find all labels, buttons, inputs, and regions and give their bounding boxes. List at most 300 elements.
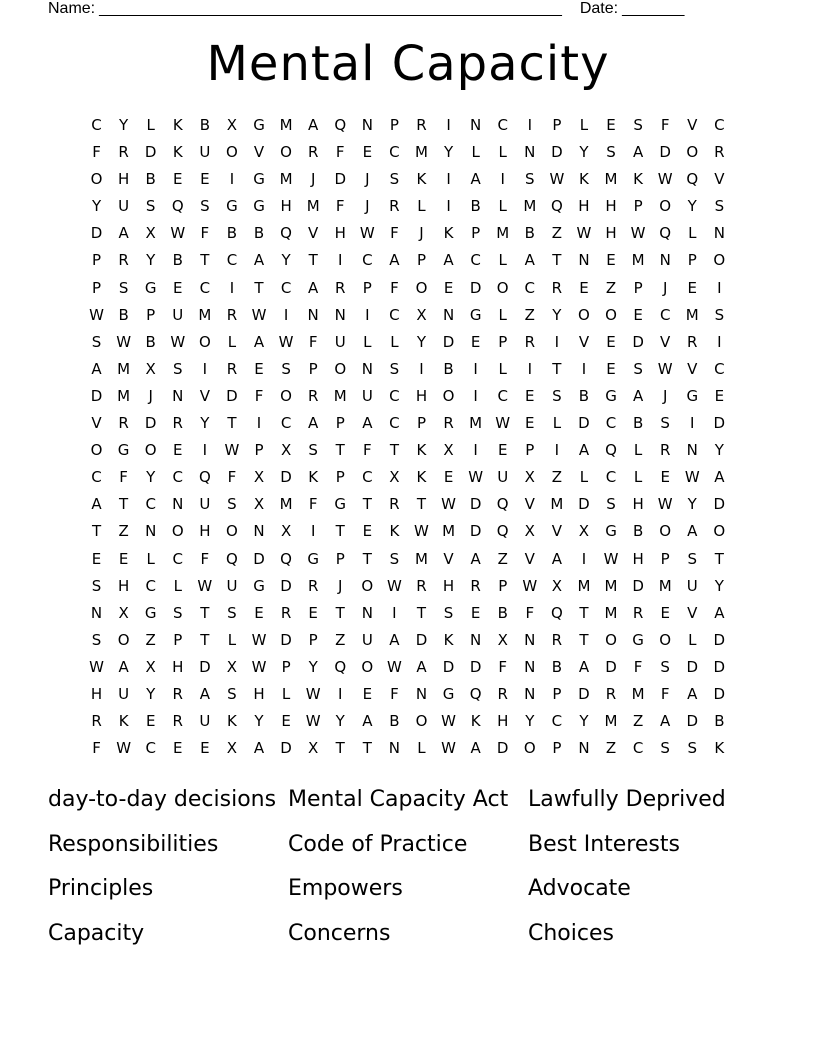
grid-letter: W — [170, 224, 186, 243]
grid-letter: V — [308, 224, 319, 243]
grid-row — [83, 383, 733, 410]
grid-letter: E — [470, 332, 481, 351]
grid-letter: T — [416, 603, 427, 622]
grid-row — [83, 735, 733, 762]
grid-letter: N — [253, 522, 265, 541]
grid-letter: W — [89, 657, 104, 676]
grid-letter: M — [117, 359, 131, 378]
grid-letter: D — [144, 414, 157, 433]
grid-letter: N — [90, 603, 103, 622]
grid-letter: Y — [579, 143, 589, 162]
grid-letter: R — [389, 495, 400, 514]
grid-letter: O — [280, 143, 292, 162]
grid-letter: L — [579, 468, 589, 487]
grid-letter: O — [605, 630, 617, 649]
grid-letter: T — [579, 630, 589, 649]
grid-row — [83, 329, 733, 356]
grid-letter: N — [145, 522, 157, 541]
grid-letter: A — [308, 116, 319, 134]
grid-letter: E — [470, 603, 481, 622]
grid-letter: D — [713, 414, 726, 433]
grid-letter: V — [714, 170, 725, 189]
grid-letter: D — [334, 170, 347, 189]
grid-letter: F — [92, 143, 101, 162]
word-list-item: Advocate — [528, 876, 631, 902]
grid-letter: X — [443, 441, 454, 460]
grid-letter: S — [91, 332, 102, 351]
grid-letter: S — [91, 630, 102, 649]
grid-letter: U — [226, 576, 238, 595]
grid-letter: P — [335, 414, 345, 433]
grid-letter: T — [335, 603, 345, 622]
grid-letter: D — [144, 143, 157, 162]
grid-letter: U — [361, 386, 373, 405]
grid-letter: S — [118, 278, 129, 297]
grid-letter: Y — [281, 251, 291, 270]
grid-letter: U — [118, 197, 130, 216]
grid-letter: J — [662, 386, 668, 405]
grid-letter: J — [338, 576, 343, 595]
grid-letter: A — [389, 251, 400, 270]
grid-letter: P — [552, 684, 562, 703]
grid-letter: Z — [524, 305, 535, 324]
grid-letter: I — [717, 278, 722, 297]
grid-letter: I — [338, 251, 343, 270]
grid-letter: S — [281, 359, 291, 378]
grid-letter: W — [468, 468, 484, 487]
grid-letter: H — [632, 549, 644, 568]
grid-letter: D — [469, 522, 482, 541]
grid-row — [83, 112, 733, 139]
grid-letter: C — [145, 576, 156, 595]
grid-letter: T — [552, 359, 562, 378]
grid-letter: M — [496, 224, 510, 243]
grid-letter: M — [198, 305, 212, 324]
grid-letter: L — [498, 305, 507, 324]
grid-letter: Y — [525, 712, 535, 731]
page-title: Mental Capacity — [206, 36, 610, 92]
grid-letter: C — [172, 468, 184, 487]
grid-letter: E — [525, 414, 535, 433]
grid-letter: B — [632, 414, 644, 433]
grid-letter: D — [578, 495, 590, 514]
grid-letter: A — [687, 522, 698, 541]
grid-letter: A — [253, 251, 265, 270]
grid-letter: D — [686, 712, 699, 731]
grid-letter: K — [227, 712, 237, 731]
grid-letter: I — [581, 549, 587, 568]
grid-letter: M — [604, 712, 618, 731]
grid-letter: R — [443, 414, 454, 433]
grid-letter: O — [415, 712, 428, 731]
grid-letter: Z — [335, 630, 346, 649]
grid-letter: B — [578, 386, 590, 405]
grid-letter: F — [390, 278, 399, 297]
grid-letter: Y — [146, 468, 156, 487]
grid-letter: Y — [146, 251, 156, 270]
grid-letter: R — [605, 684, 617, 703]
grid-letter: H — [117, 170, 130, 189]
grid-letter: B — [470, 197, 481, 216]
grid-letter: K — [416, 468, 427, 487]
grid-letter: F — [227, 468, 237, 487]
grid-letter: B — [145, 332, 156, 351]
grid-letter: Y — [91, 197, 102, 216]
grid-letter: D — [469, 495, 482, 514]
grid-letter: A — [253, 739, 265, 758]
grid-letter: S — [606, 495, 616, 514]
grid-letter: X — [416, 305, 427, 324]
grid-letter: O — [686, 143, 699, 162]
grid-letter: N — [659, 251, 671, 270]
word-list-item: Capacity — [48, 921, 145, 947]
grid-letter: T — [200, 603, 210, 622]
grid-letter: E — [714, 386, 725, 405]
grid-letter: F — [335, 143, 345, 162]
grid-letter: P — [146, 305, 156, 324]
grid-letter: K — [416, 441, 427, 460]
grid-letter: R — [335, 278, 346, 297]
grid-letter: F — [200, 549, 210, 568]
grid-letter: W — [197, 576, 213, 595]
grid-letter: J — [310, 170, 316, 189]
grid-letter: I — [446, 170, 451, 189]
grid-letter: X — [497, 630, 508, 649]
grid-letter: X — [280, 522, 292, 541]
grid-letter: H — [605, 224, 617, 243]
grid-letter: A — [632, 143, 644, 162]
grid-letter: W — [359, 224, 375, 243]
grid-letter: F — [525, 603, 535, 622]
grid-letter: Q — [686, 170, 699, 189]
grid-letter: H — [199, 522, 211, 541]
grid-letter: N — [334, 305, 346, 324]
grid-letter: Y — [416, 332, 427, 351]
grid-letter: A — [308, 414, 319, 433]
grid-letter: O — [198, 332, 211, 351]
grid-letter: S — [525, 170, 535, 189]
grid-letter: N — [524, 630, 536, 649]
grid-letter: T — [362, 495, 372, 514]
grid-letter: P — [633, 278, 643, 297]
grid-letter: E — [362, 684, 373, 703]
grid-letter: O — [415, 278, 428, 297]
grid-letter: I — [473, 386, 478, 405]
grid-letter: W — [603, 549, 619, 568]
grid-letter: B — [443, 359, 454, 378]
grid-letter: D — [442, 657, 455, 676]
grid-letter: M — [415, 549, 428, 568]
grid-letter: A — [118, 657, 129, 676]
grid-letter: W — [116, 739, 132, 758]
grid-letter: X — [226, 739, 238, 758]
grid-letter: W — [657, 170, 673, 189]
word-list-item: Best Interests — [528, 831, 680, 857]
grid-letter: R — [307, 576, 319, 595]
grid-letter: M — [469, 414, 483, 433]
header-line — [48, 0, 748, 20]
grid-letter: T — [335, 522, 345, 541]
grid-letter: S — [633, 359, 643, 378]
grid-letter: Y — [335, 712, 345, 731]
grid-letter: B — [172, 251, 183, 270]
grid-letter: N — [524, 143, 536, 162]
grid-letter: D — [469, 278, 482, 297]
grid-letter: A — [416, 657, 427, 676]
grid-letter: W — [386, 576, 402, 595]
grid-letter: I — [473, 441, 478, 460]
grid-letter: U — [199, 712, 211, 731]
grid-letter: H — [632, 495, 644, 514]
grid-letter: A — [443, 251, 454, 270]
grid-letter: X — [118, 603, 129, 622]
grid-letter: R — [632, 603, 644, 622]
grid-letter: L — [498, 143, 507, 162]
grid-letter: O — [361, 576, 374, 595]
grid-letter: T — [119, 495, 129, 514]
grid-letter: T — [389, 441, 399, 460]
grid-letter: Q — [659, 224, 672, 243]
grid-letter: C — [605, 414, 617, 433]
grid-letter: Q — [334, 657, 347, 676]
grid-letter: R — [307, 386, 319, 405]
grid-letter: D — [280, 630, 292, 649]
grid-letter: G — [632, 630, 644, 649]
grid-letter: Q — [496, 495, 509, 514]
grid-letter: X — [145, 359, 156, 378]
grid-letter: O — [713, 251, 726, 270]
grid-letter: G — [686, 386, 699, 405]
grid-letter: T — [335, 739, 345, 758]
grid-letter: G — [144, 278, 157, 297]
grid-letter: M — [442, 522, 456, 541]
grid-letter: O — [659, 522, 672, 541]
grid-letter: D — [632, 576, 644, 595]
grid-letter: T — [308, 251, 318, 270]
grid-letter: D — [496, 739, 509, 758]
grid-letter: A — [389, 630, 400, 649]
grid-letter: L — [498, 197, 507, 216]
grid-letter: T — [714, 549, 724, 568]
grid-letter: R — [416, 116, 427, 134]
grid-letter: V — [687, 116, 698, 134]
grid-letter: S — [389, 549, 400, 568]
word-list-item: Code of Practice — [288, 831, 468, 857]
grid-row — [83, 600, 733, 627]
grid-letter: K — [389, 522, 400, 541]
word-list-item: Concerns — [288, 921, 391, 947]
grid-letter: W — [630, 224, 646, 243]
grid-letter: E — [579, 278, 589, 297]
grid-letter: A — [362, 712, 373, 731]
grid-letter: W — [89, 305, 104, 324]
grid-letter: J — [148, 386, 153, 405]
grid-row — [83, 410, 733, 437]
grid-letter: Z — [497, 549, 508, 568]
grid-letter: A — [253, 332, 265, 351]
grid-letter: L — [417, 739, 426, 758]
grid-letter: W — [657, 495, 673, 514]
grid-letter: C — [659, 305, 671, 324]
grid-letter: W — [441, 712, 456, 731]
grid-letter: Y — [146, 684, 156, 703]
grid-letter: D — [90, 224, 103, 243]
grid-letter: R — [659, 441, 671, 460]
grid-letter: C — [524, 278, 536, 297]
grid-row — [83, 654, 733, 681]
grid-row — [83, 220, 733, 247]
grid-letter: D — [686, 657, 699, 676]
grid-letter: I — [581, 359, 587, 378]
word-list — [48, 778, 768, 957]
grid-letter: F — [390, 224, 399, 243]
grid-letter: C — [91, 468, 102, 487]
grid-letter: B — [714, 712, 725, 731]
grid-letter: N — [713, 224, 725, 243]
grid-letter: K — [579, 170, 589, 189]
grid-letter: L — [363, 332, 372, 351]
grid-letter: C — [280, 278, 292, 297]
grid-letter: A — [470, 549, 481, 568]
grid-letter: F — [200, 224, 210, 243]
grid-letter: K — [172, 116, 183, 134]
grid-letter: K — [443, 224, 454, 243]
grid-letter: S — [606, 143, 616, 162]
grid-letter: S — [660, 657, 670, 676]
grid-letter: A — [687, 684, 698, 703]
grid-letter: U — [334, 332, 346, 351]
grid-letter: I — [717, 332, 722, 351]
grid-letter: X — [308, 739, 319, 758]
grid-letter: S — [227, 603, 237, 622]
grid-letter: J — [365, 197, 370, 216]
grid-letter: E — [633, 305, 643, 324]
grid-letter: Q — [280, 224, 292, 243]
grid-letter: G — [226, 197, 238, 216]
grid-letter: V — [91, 414, 102, 433]
grid-letter: L — [552, 414, 562, 433]
grid-letter: R — [226, 359, 238, 378]
word-list-item: Principles — [48, 876, 154, 902]
grid-letter: M — [279, 170, 293, 189]
grid-letter: P — [471, 224, 481, 243]
grid-letter: D — [713, 630, 726, 649]
grid-letter: D — [415, 630, 428, 649]
grid-letter: S — [145, 197, 156, 216]
grid-letter: X — [551, 576, 562, 595]
grid-letter: E — [308, 603, 318, 622]
grid-letter: S — [227, 684, 237, 703]
grid-letter: R — [389, 197, 400, 216]
grid-letter: H — [605, 197, 617, 216]
grid-letter: E — [660, 603, 670, 622]
grid-letter: F — [633, 657, 643, 676]
grid-letter: A — [199, 684, 210, 703]
grid-letter: E — [525, 386, 535, 405]
grid-letter: B — [389, 712, 400, 731]
grid-letter: T — [335, 441, 345, 460]
grid-letter: I — [392, 603, 397, 622]
grid-letter: I — [202, 441, 208, 460]
grid-letter: B — [632, 522, 644, 541]
grid-letter: L — [471, 143, 480, 162]
grid-letter: N — [524, 684, 536, 703]
grid-letter: S — [660, 739, 670, 758]
grid-letter: P — [552, 739, 562, 758]
grid-letter: T — [552, 251, 562, 270]
grid-letter: M — [685, 305, 699, 324]
grid-letter: A — [524, 251, 535, 270]
grid-letter: T — [91, 522, 102, 541]
grid-letter: X — [389, 468, 400, 487]
grid-letter: X — [578, 522, 590, 541]
grid-letter: R — [551, 278, 563, 297]
grid-letter: R — [687, 332, 698, 351]
grid-letter: H — [280, 197, 292, 216]
grid-letter: G — [469, 305, 482, 324]
grid-letter: G — [253, 576, 265, 595]
grid-letter: X — [145, 657, 156, 676]
grid-letter: Y — [308, 657, 318, 676]
grid-letter: D — [280, 468, 292, 487]
grid-letter: E — [687, 278, 697, 297]
grid-letter: L — [227, 332, 237, 351]
grid-letter: R — [172, 414, 183, 433]
grid-letter: S — [91, 576, 102, 595]
grid-letter: I — [229, 170, 235, 189]
grid-letter: O — [713, 522, 726, 541]
grid-letter: B — [524, 224, 535, 243]
grid-letter: G — [307, 549, 319, 568]
grid-letter: V — [578, 332, 590, 351]
grid-letter: V — [660, 332, 671, 351]
grid-letter: K — [118, 712, 129, 731]
grid-letter: Q — [198, 468, 211, 487]
grid-letter: T — [200, 251, 210, 270]
grid-letter: S — [687, 549, 698, 568]
grid-letter: B — [145, 170, 156, 189]
grid-letter: H — [578, 197, 590, 216]
grid-letter: I — [202, 359, 208, 378]
grid-letter: C — [389, 143, 400, 162]
grid-letter: P — [92, 251, 102, 270]
grid-letter: V — [687, 359, 698, 378]
grid-letter: H — [253, 684, 265, 703]
grid-letter: E — [173, 739, 183, 758]
grid-letter: K — [308, 468, 319, 487]
grid-row — [83, 275, 733, 302]
grid-letter: C — [172, 549, 184, 568]
grid-letter: U — [361, 630, 373, 649]
grid-letter: Z — [605, 739, 617, 758]
grid-letter: I — [310, 522, 316, 541]
grid-letter: Q — [605, 441, 617, 460]
grid-letter: M — [550, 495, 564, 514]
grid-letter: P — [525, 441, 535, 460]
grid-letter: D — [253, 549, 265, 568]
date-label: Date: — [579, 0, 619, 17]
grid-letter: E — [606, 116, 616, 134]
grid-letter: M — [279, 495, 293, 514]
letter-grid — [83, 112, 733, 762]
grid-letter: E — [118, 549, 129, 568]
grid-letter: W — [414, 522, 429, 541]
grid-letter: I — [365, 305, 370, 324]
grid-letter: D — [551, 143, 563, 162]
grid-letter: L — [579, 116, 589, 134]
grid-letter: K — [714, 739, 725, 758]
grid-letter: L — [227, 630, 237, 649]
